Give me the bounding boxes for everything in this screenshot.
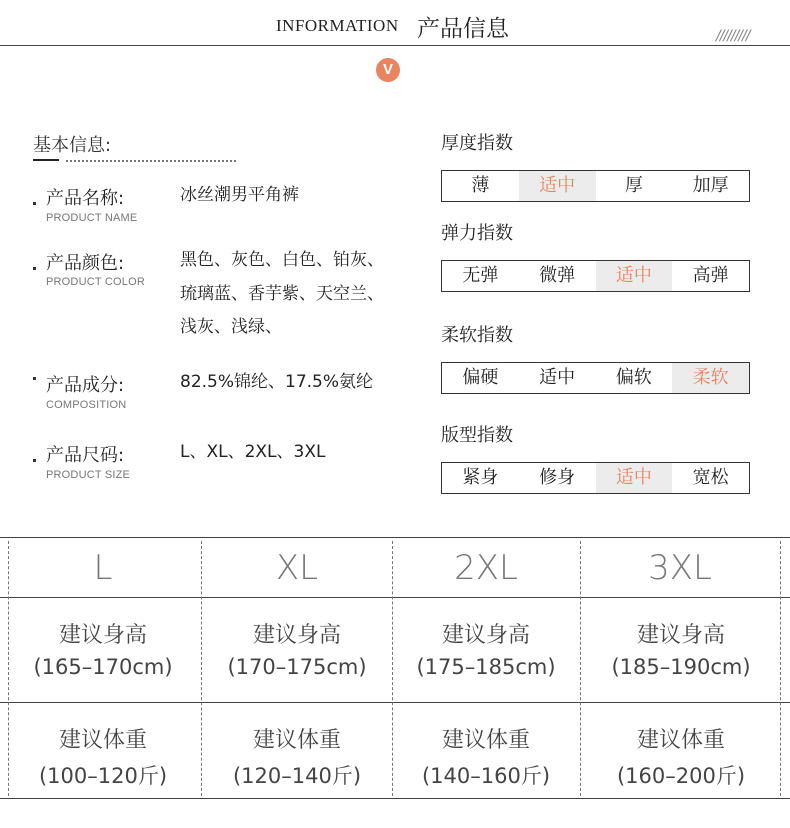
elasticity-option: 无弹 <box>462 265 499 286</box>
fit-option: 适中 <box>596 463 673 493</box>
height-label: 建议身高 <box>252 623 341 648</box>
fit-option: 修身 <box>539 467 576 488</box>
weight-label: 建议体重 <box>636 728 725 753</box>
height-value: (165–170cm) <box>33 655 173 679</box>
table-border-top <box>0 537 790 538</box>
fit-index-title: 版型指数 <box>441 425 513 446</box>
table-column-divider <box>780 541 781 796</box>
fit-index-options <box>441 462 750 494</box>
fit-option: 宽松 <box>692 467 729 488</box>
table-border-bottom <box>0 798 790 799</box>
size-header: 3XL <box>648 548 712 588</box>
info-label: 产品颜色: <box>46 253 125 274</box>
header-title-cn: 产品信息 <box>417 16 509 42</box>
info-label: 产品尺码: <box>46 445 125 466</box>
size-header: 2XL <box>454 548 518 588</box>
weight-value: (120–140斤) <box>232 764 362 788</box>
basic-info-title: 基本信息: <box>33 135 112 156</box>
softness-index-title: 柔软指数 <box>441 325 513 346</box>
bullet-icon <box>33 459 36 462</box>
header-slash-decoration: ///////// <box>716 28 750 44</box>
height-label: 建议身高 <box>636 623 725 648</box>
height-value: (170–175cm) <box>227 655 367 679</box>
thickness-option: 薄 <box>471 175 490 196</box>
fit-option: 紧身 <box>462 467 499 488</box>
weight-value: (140–160斤) <box>421 764 551 788</box>
height-label: 建议身高 <box>58 623 147 648</box>
info-value: 82.5%锦纶、17.5%氨纶 <box>180 372 374 392</box>
info-value: 冰丝潮男平角裤 <box>180 185 299 205</box>
softness-option: 偏软 <box>615 367 652 388</box>
size-header: XL <box>275 548 319 588</box>
softness-option: 偏硬 <box>462 367 499 388</box>
elasticity-index-options <box>441 260 750 292</box>
height-value: (175–185cm) <box>416 655 556 679</box>
elasticity-option: 高弹 <box>692 265 729 286</box>
basic-info-underline <box>33 159 59 161</box>
bullet-icon <box>33 202 36 205</box>
thickness-index-title: 厚度指数 <box>441 133 513 154</box>
softness-index-options <box>441 362 750 394</box>
weight-label: 建议体重 <box>252 728 341 753</box>
header-title-en: INFORMATION <box>276 16 399 35</box>
header-divider <box>0 45 790 46</box>
info-sublabel: COMPOSITION <box>46 399 127 411</box>
info-sublabel: PRODUCT NAME <box>46 212 138 224</box>
softness-option: 适中 <box>539 367 576 388</box>
weight-label: 建议体重 <box>441 728 530 753</box>
elasticity-option: 适中 <box>596 261 673 291</box>
table-divider <box>0 597 790 598</box>
height-label: 建议身高 <box>441 623 530 648</box>
thickness-index-options <box>441 170 750 202</box>
info-sublabel: PRODUCT COLOR <box>46 276 145 288</box>
thickness-option: 适中 <box>519 171 596 201</box>
softness-option: 柔软 <box>672 363 749 393</box>
table-divider <box>0 702 790 703</box>
bullet-icon <box>33 267 36 270</box>
info-label: 产品名称: <box>46 188 125 209</box>
elasticity-index-title: 弹力指数 <box>441 223 513 244</box>
thickness-option: 厚 <box>624 175 643 196</box>
bullet-icon <box>33 377 36 380</box>
info-sublabel: PRODUCT SIZE <box>46 469 131 481</box>
info-value: L、XL、2XL、3XL <box>180 442 326 462</box>
info-value-line: 琉璃蓝、香芋紫、天空兰、 <box>180 284 384 304</box>
info-label: 产品成分: <box>46 375 125 396</box>
size-header: L <box>93 548 113 588</box>
info-value-line: 黑色、灰色、白色、铂灰、 <box>180 250 384 270</box>
chevron-down-icon: V <box>376 58 400 82</box>
elasticity-option: 微弹 <box>539 265 576 286</box>
info-value-line: 浅灰、浅绿、 <box>180 317 282 337</box>
weight-value: (100–120斤) <box>38 764 168 788</box>
height-value: (185–190cm) <box>611 655 751 679</box>
thickness-option: 加厚 <box>692 175 729 196</box>
basic-info-dotted-line <box>66 160 236 162</box>
weight-value: (160–200斤) <box>616 764 746 788</box>
weight-label: 建议体重 <box>58 728 147 753</box>
